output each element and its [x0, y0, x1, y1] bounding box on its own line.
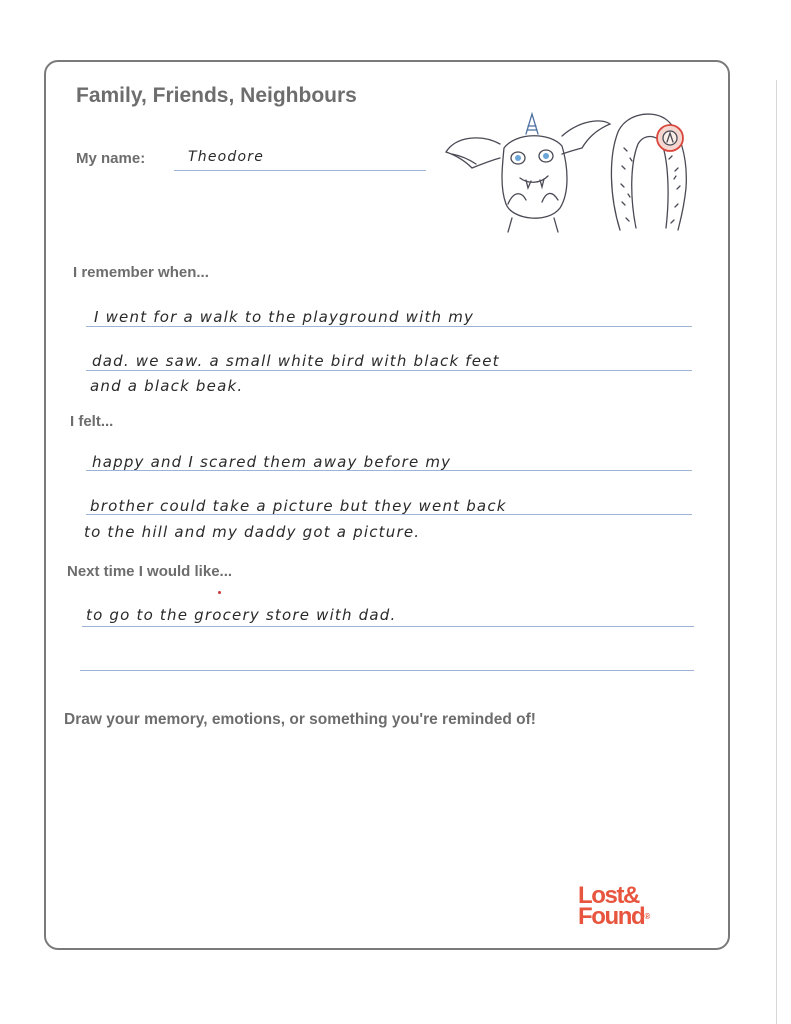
remember-text-3[interactable]: and a black beak.: [90, 377, 244, 395]
logo-line-2: Found: [578, 903, 645, 930]
felt-text-2[interactable]: brother could take a picture but they went back: [90, 497, 507, 515]
felt-label: I felt...: [70, 413, 114, 430]
remember-text-2[interactable]: dad. we saw. a small white bird with black feet: [92, 352, 500, 370]
next-line-1: [82, 626, 694, 627]
remember-line-1: [86, 326, 692, 327]
felt-text-3[interactable]: to the hill and my daddy got a picture.: [84, 523, 421, 541]
page-title: Family, Friends, Neighbours: [76, 84, 357, 107]
next-line-2: [80, 670, 694, 671]
lost-and-found-logo: [578, 882, 651, 930]
winged-monster-illustration: [446, 114, 610, 232]
name-line: [174, 170, 426, 171]
registered-mark: ®: [644, 912, 651, 921]
name-value[interactable]: Theodore: [188, 149, 265, 165]
name-label: My name:: [76, 150, 146, 167]
monster-illustration: [442, 108, 712, 236]
draw-prompt: Draw your memory, emotions, or something you're reminded of!: [64, 711, 536, 728]
scan-edge: [776, 80, 777, 1024]
next-label: Next time I would like...: [67, 563, 233, 580]
ink-dot: [218, 591, 221, 594]
remember-text-1[interactable]: I went for a walk to the playground with my: [94, 308, 475, 326]
fuzzy-creature-illustration: [611, 114, 686, 230]
logo-line-1: Lost&: [578, 882, 639, 909]
remember-line-2: [86, 370, 692, 371]
next-text-1[interactable]: to go to the grocery store with dad.: [86, 606, 397, 624]
felt-text-1[interactable]: happy and I scared them away before my: [92, 453, 452, 471]
remember-label: I remember when...: [73, 264, 209, 281]
